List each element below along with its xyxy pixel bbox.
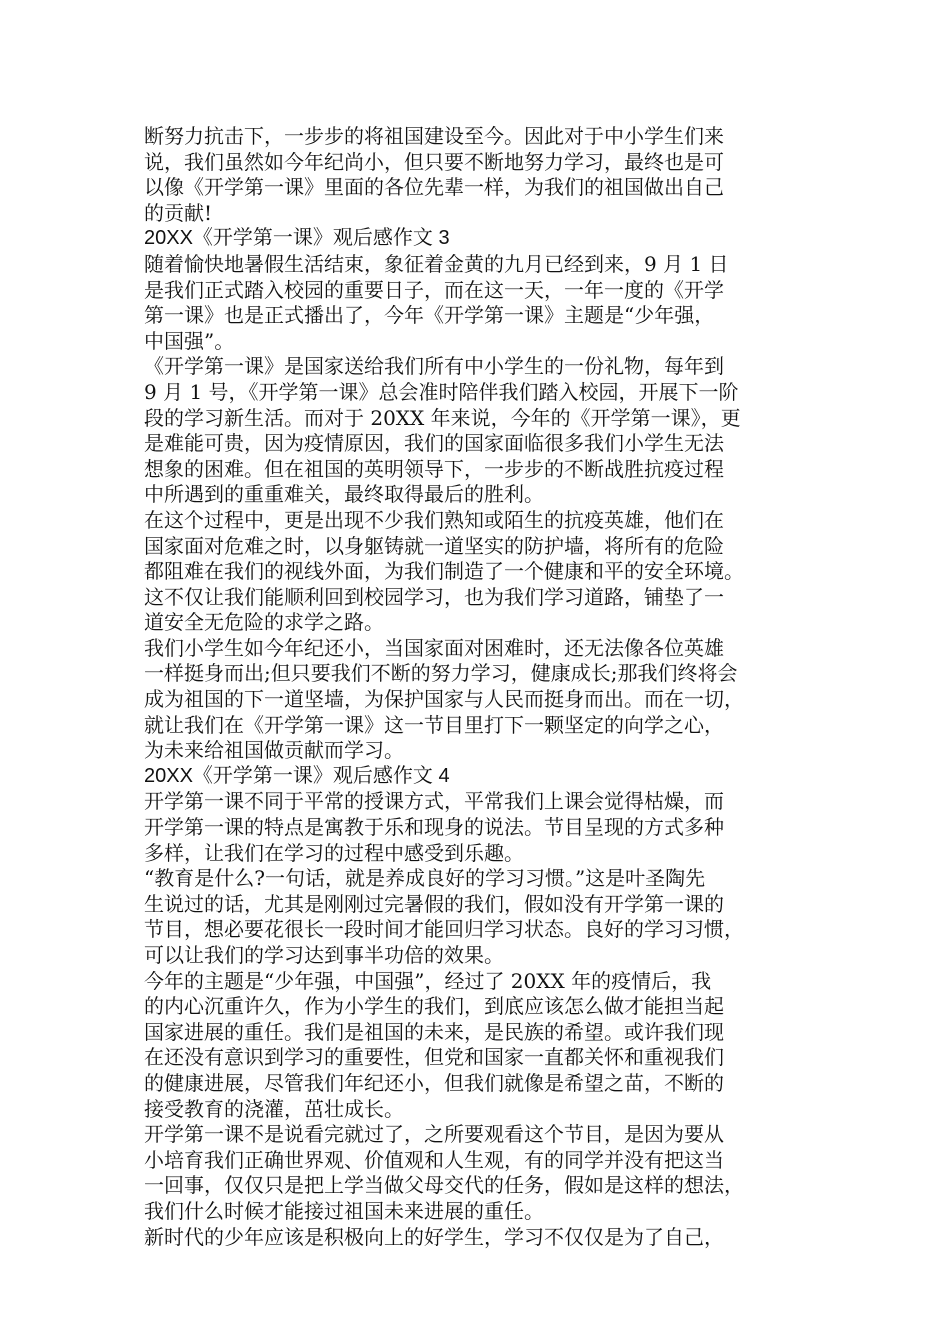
body-paragraph: 新时代的少年应该是积极向上的好学生，学习不仅仅是为了自己， <box>144 1224 724 1249</box>
body-paragraph: 我们小学生如今年纪还小，当国家面对困难时，还无法像各位英雄 一样挺身而出;但只要我们不断的努力学习，健康成长;那我们终将会 成为祖国的下一道坚墙，为保护国家与人民而挺身而出。而在一切， 就让我们在《开学第一课》这一节目里打下一颗坚定的向学之心， 为未来给祖国做贡献而学习。 <box>144 635 744 763</box>
body-paragraph: 开学第一课不是说看完就过了，之所要观看这个节目，是因为要从 小培育我们正确世界观、价值观和人生观，有的同学并没有把这当 一回事，仅仅只是把上学当做父母交代的任务，假如是这样的想法， 我们什么时候才能接过祖国未来进展的重任。 <box>144 1122 744 1223</box>
section-heading-essay-3: 20XX《开学第一课》观后感作文 3 <box>144 227 450 250</box>
body-paragraph: 今年的主题是“少年强，中国强”，经过了 20XX 年的疫情后，我 的内心沉重许久，作为小学生的我们，到底应该怎么做才能担当起 国家进展的重任。我们是祖国的未来，是民族的希望。或许我们现 在还没有意识到学习的重要性，但党和国家一直都关怀和重视我们 的健康进展，尽管我们年纪还小，但我们就像是希望之苗，不断的 接受教育的浇灌，茁壮成长。 <box>144 968 724 1121</box>
body-paragraph: 在这个过程中，更是出现不少我们熟知或陌生的抗疫英雄，他们在 国家面对危难之时，以身躯铸就一道坚实的防护墙，将所有的危险 都阻难在我们的视线外面，为我们制造了一个健康和平的安全环境。 这不仅让我们能顺利回到校园学习，也为我们学习道路，铺垫了一 道安全无危险的求学之路。 <box>144 507 744 635</box>
document-page <box>144 124 814 1250</box>
body-paragraph: 随着愉快地暑假生活结束，象征着金黄的九月已经到来，9 月 1 日 是我们正式踏入校园的重要日子，而在这一天，一年一度的《开学 第一课》也是正式播出了，今年《开学第一课》主题是“少年强， 中国强”。 <box>144 251 729 353</box>
section-heading-essay-4: 20XX《开学第一课》观后感作文 4 <box>144 764 450 787</box>
body-paragraph: 开学第一课不同于平常的授课方式，平常我们上课会觉得枯燥，而 开学第一课的特点是寓教于乐和现身的说法。节目呈现的方式多种 多样，让我们在学习的过程中感受到乐趣。 <box>144 789 724 865</box>
body-paragraph: 断努力抗击下，一步步的将祖国建设至今。因此对于中小学生们来 说，我们虽然如今年纪尚小，但只要不断地努力学习，最终也是可 以像《开学第一课》里面的各位先辈一样，为我们的祖国做出自己 的贡献! <box>144 124 724 225</box>
body-paragraph: 《开学第一课》是国家送给我们所有中小学生的一份礼物，每年到 9 月 1 号，《开学第一课》总会准时陪伴我们踏入校园，开展下一阶 段的学习新生活。而对于 20XX 年来说，今年的《开学第一课》，更 是难能可贵，因为疫情原因，我们的国家面临很多我们小学生无法 想象的困难。但在祖国的英明领导下，一步步的不断战胜抗疫过程 中所遇到的重重难关，最终取得最后的胜利。 <box>144 354 741 507</box>
body-paragraph: “教育是什么?一句话，就是养成良好的学习习惯。”这是叶圣陶先 生说过的话，尤其是刚刚过完暑假的我们，假如没有开学第一课的 节目，想必要花很长一段时间才能回归学习状态。良好的学习习惯， 可以让我们的学习达到事半功倍的效果。 <box>144 866 744 967</box>
